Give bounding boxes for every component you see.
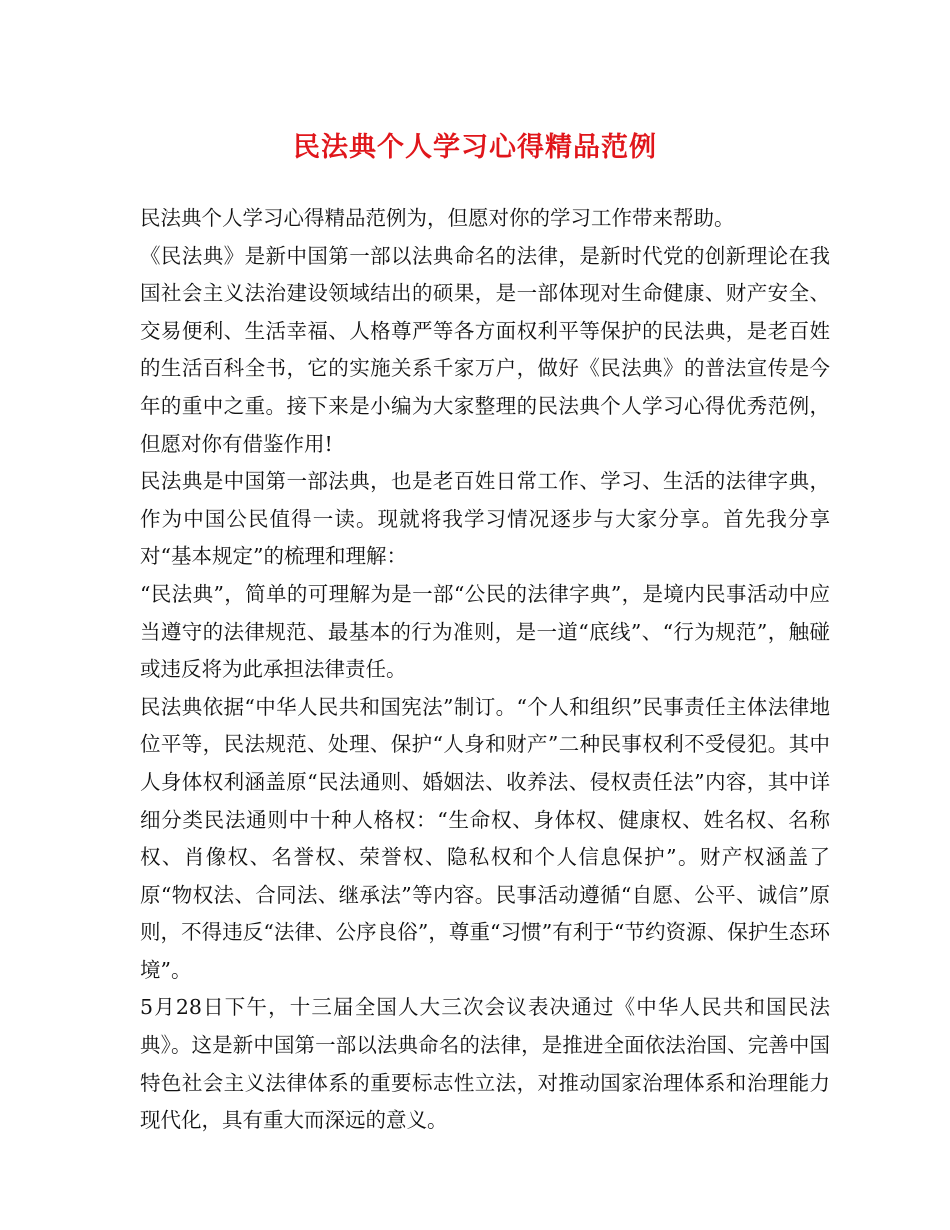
- paragraph-civil-code-overview: 《民法典》是新中国第一部以法典命名的法律，是新时代党的创新理论在我国社会主义法治建设领域结出的硕果，是一部体现对生命健康、财产安全、交易便利、生活幸福、人格尊严等各方面权利平等保护的民法典，是老百姓的生活百科全书，它的实施关系千家万户，做好《民法典》的普法宣传是今年的重中之重。接下来是小编为大家整理的民法典个人学习心得优秀范例，但愿对你有借鉴作用!: [140, 243, 830, 456]
- paragraph-constitution-basis: 民法典依据“中华人民共和国宪法”制订。“个人和组织”民事责任主体法律地位平等，民法规范、处理、保护“人身和财产”二种民事权利不受侵犯。其中人身体权利涵盖原“民法通则、婚姻法、收养法、侵权责任法”内容，其中详细分类民法通则中十种人格权：“生命权、身体权、健康权、姓名权、名称权、肖像权、名誉权、荣誉权、隐私权和个人信息保护”。财产权涵盖了原“物权法、合同法、继承法”等内容。民事活动遵循“自愿、公平、诚信”原则，不得违反“法律、公序良俗”，尊重“习惯”有利于“节约资源、保护生态环境”。: [140, 694, 830, 982]
- document-body: [140, 200, 830, 1140]
- paragraph-legal-dictionary: “民法典”，简单的可理解为是一部“公民的法律字典”，是境内民事活动中应当遵守的法律规范、最基本的行为准则，是一道“底线”、“行为规范”，触碰或违反将为此承担法律责任。: [140, 581, 830, 682]
- paragraph-adoption-date: 5月28日下午，十三届全国人大三次会议表决通过《中华人民共和国民法典》。这是新中国第一部以法典命名的法律，是推进全面依法治国、完善中国特色社会主义法律体系的重要标志性立法，对推动国家治理体系和治理能力现代化，具有重大而深远的意义。: [140, 995, 830, 1133]
- document-title: 民法典个人学习心得精品范例: [293, 132, 657, 163]
- paragraph-intro: 民法典个人学习心得精品范例为，但愿对你的学习工作带来帮助。: [140, 206, 735, 230]
- paragraph-first-code: 民法典是中国第一部法典，也是老百姓日常工作、学习、生活的法律字典，作为中国公民值得一读。现就将我学习情况逐步与大家分享。首先我分享对“基本规定”的梳理和理解：: [140, 469, 830, 569]
